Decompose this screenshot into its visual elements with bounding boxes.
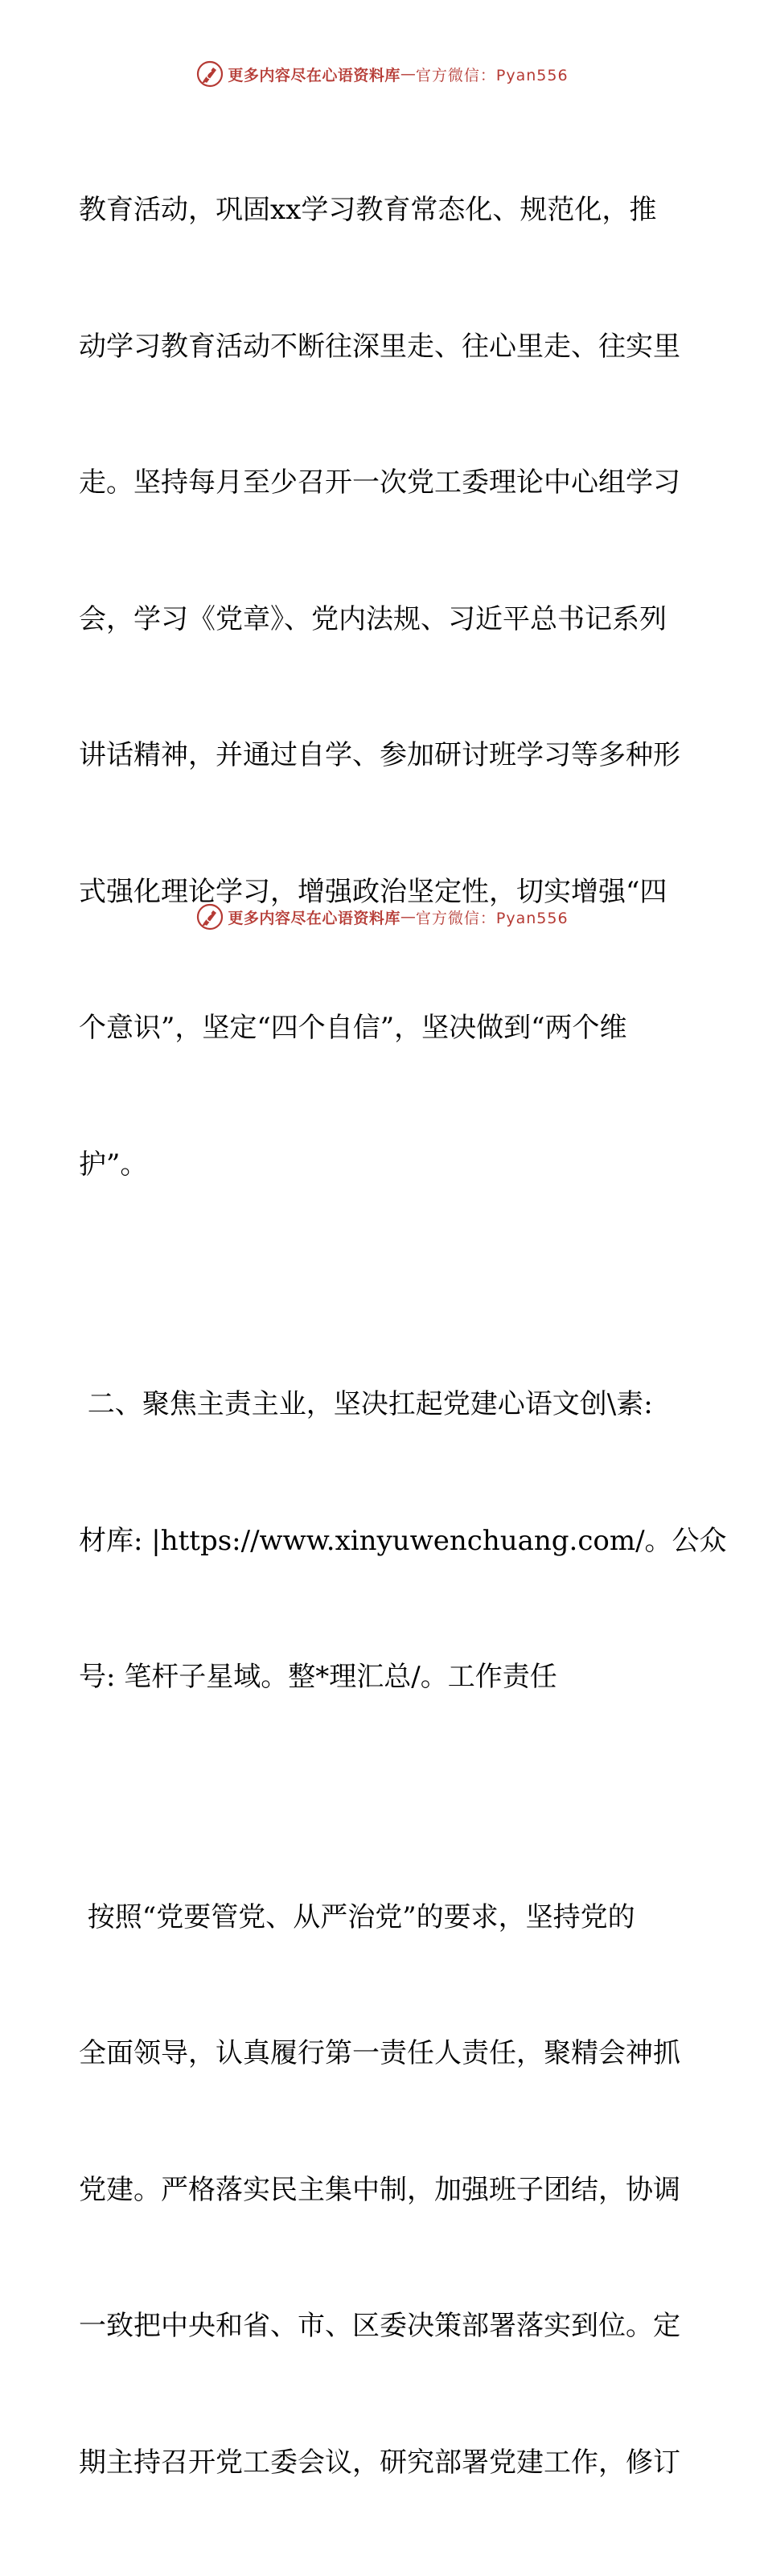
paragraph-2-heading [79,1291,690,1791]
document-body [79,97,690,2576]
paragraph-1 [79,97,690,1278]
text-line: 会，学习《党章》、党内法规、习近平总书记系列 [79,597,690,643]
text-line: 材库: |https://www.xinyuwenchuang.com/。公众 [79,1518,690,1564]
banner-text: 更多内容尽在心语资料库 [228,906,400,928]
text-line: 号: 笔杆子星域。整*理汇总/。工作责任 [79,1654,690,1700]
text-line: 党建。严格落实民主集中制，加强班子团结，协调 [79,2167,690,2213]
text-line: 讲话精神，并通过自学、参加研讨班学习等多种形 [79,733,690,779]
text-line: 按照“党要管党、从严治党”的要求，坚持党的 [79,1895,690,1941]
text-line: 个意识”，坚定“四个自信”，坚决做到“两个维 [79,1005,690,1051]
pen-logo-icon [195,60,224,88]
text-line: 动学习教育活动不断往深里走、往心里走、往实里 [79,324,690,370]
footer-watermark-banner [0,899,764,935]
text-line: 二、聚焦主责主业，坚决扛起党建心语文创\素: [79,1382,690,1428]
text-line: 全面领导，认真履行第一责任人责任，聚精会神抓 [79,2031,690,2077]
text-line: 护”。 [79,1142,690,1188]
text-line: 式强化理论学习，增强政治坚定性，切实增强“四 [79,869,690,915]
banner-dash: — [400,65,416,83]
banner-dash: — [400,908,416,926]
pen-logo-icon [195,902,224,931]
banner-wechat: 官方微信：Pyan556 [416,906,569,928]
banner-text: 更多内容尽在心语资料库 [228,64,400,85]
text-line: 期主持召开党工委会议，研究部署党建工作，修订 [79,2440,690,2486]
banner-wechat: 官方微信：Pyan556 [416,64,569,85]
text-line: 一致把中央和省、市、区委决策部署落实到位。定 [79,2303,690,2349]
header-watermark-banner [0,56,764,92]
text-line: 走。坚持每月至少召开一次党工委理论中心组学习 [79,460,690,506]
text-line: 教育活动，巩固xx学习教育常态化、规范化，推 [79,187,690,233]
paragraph-3 [79,1804,690,2576]
